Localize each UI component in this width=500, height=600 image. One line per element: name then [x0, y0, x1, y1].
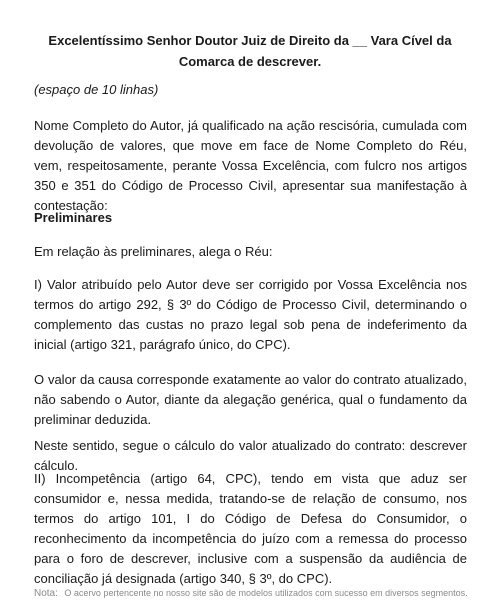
- intro-paragraph: Nome Completo do Autor, já qualificado na ação rescisória, cumulada com devolução de valores, que move em face de Nome Completo do Réu, vem, respeitosamente, perante Vossa Excelência, com fulcro nos artigos 350 e 351 do Código de Processo Civil, apresentar sua manifestação à contestação:: [34, 118, 467, 213]
- valor-causa-paragraph: O valor da causa corresponde exatamente ao valor do contrato atualizado, não sabendo o Autor, diante da alegação genérica, qual o fundamento da preliminar deduzida.: [34, 372, 467, 427]
- preliminar-item-2: II) Incompetência (artigo 64, CPC), tendo em vista que aduz ser consumidor e, nessa medida, tratando-se de relação de consumo, nos termos do artigo 101, I do Código de Defesa do Consumidor, o reconhecimento da incompetência do juízo com a remessa do processo para o foro de descrever, inclusive com a suspensão da audiência de conciliação já designada (artigo 340, § 3º, do CPC).: [34, 471, 467, 586]
- footer-note-label: Nota:: [34, 588, 58, 599]
- preliminar-item-1: I) Valor atribuído pelo Autor deve ser corrigido por Vossa Excelência nos termos do artigo 292, § 3º do Código de Processo Civil, determinando o complemento das custas no prazo legal sob pena de indeferimento da inicial (artigo 321, parágrafo único, do CPC).: [34, 277, 467, 352]
- calculo-paragraph: Neste sentido, segue o cálculo do valor atualizado do contrato: descrever cálculo.: [34, 438, 467, 473]
- preliminares-intro: Em relação às preliminares, alega o Réu:: [34, 244, 273, 259]
- document-heading: Excelentíssimo Senhor Doutor Juiz de Direito da __ Vara Cível da Comarca de descrever.: [48, 33, 452, 69]
- section-title-preliminares: Preliminares: [34, 210, 113, 225]
- footer-note-text: O acervo pertencente no nosso site são de modelos utilizados com sucesso em diversos segmentos.: [64, 588, 468, 598]
- footer-note: [34, 587, 500, 600]
- spacing-note: (espaço de 10 linhas): [34, 82, 159, 97]
